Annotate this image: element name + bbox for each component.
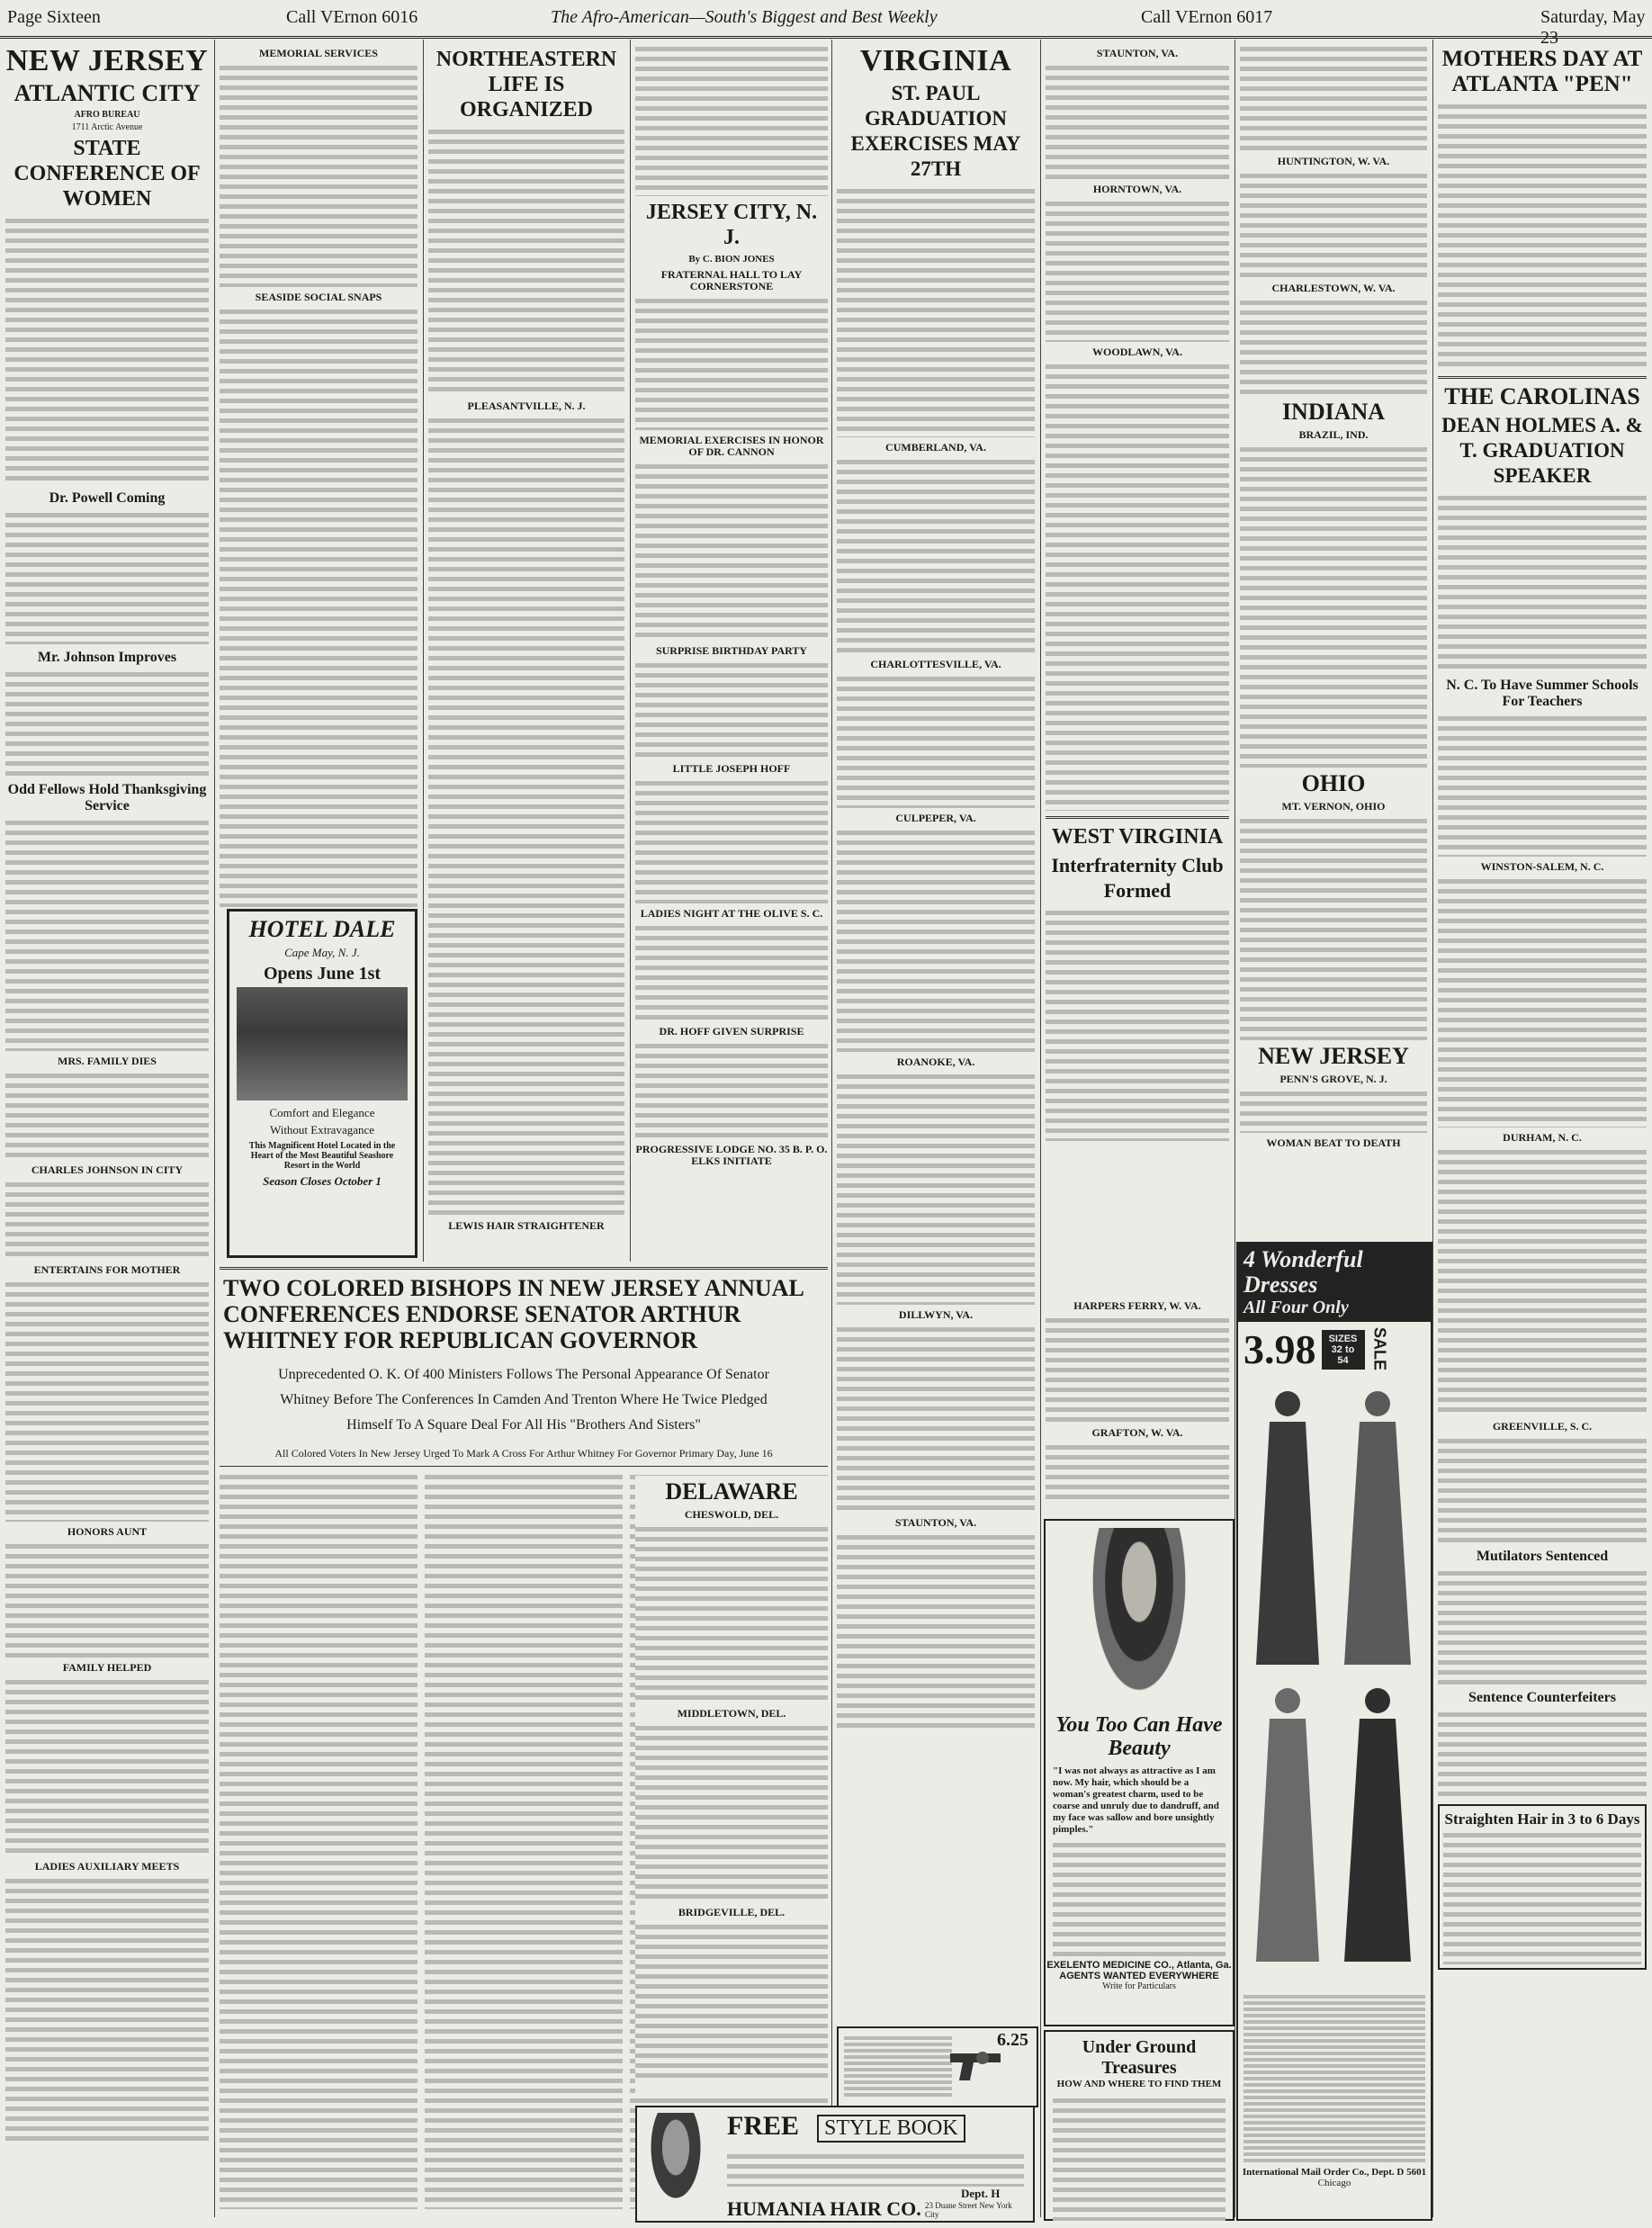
headline: FRATERNAL HALL TO LAY CORNERSTONE bbox=[660, 268, 803, 292]
dresses-ad bbox=[1236, 1242, 1432, 2221]
story-deck: Unprecedented O. K. Of 400 Ministers Follows The Personal Appearance Of Senator Whitney Before The Conferences In Camden And Trenton Where He Twice Pledged Himself To A Square Deal For All His "Brothers And Sisters" bbox=[278, 1367, 769, 1433]
headline: Mutilators Sentenced bbox=[1476, 1549, 1609, 1564]
ad-body bbox=[844, 2034, 952, 2097]
column-rule bbox=[831, 40, 832, 2217]
bureau-address: 1711 Arctic Avenue bbox=[71, 122, 143, 132]
dateline: CHARLESTOWN, W. VA. bbox=[1271, 282, 1396, 294]
article-body bbox=[635, 777, 828, 903]
article-body bbox=[220, 1471, 417, 2209]
ad-body bbox=[1053, 2095, 1226, 2221]
byline: By C. BION JONES bbox=[688, 254, 775, 265]
dateline: BRIDGEVILLE, DEL. bbox=[678, 1906, 786, 1918]
woman-portrait bbox=[644, 2113, 707, 2212]
headline: NORTHEASTERN LIFE IS ORGANIZED bbox=[435, 48, 617, 121]
column-rule bbox=[1432, 40, 1433, 2217]
phone-right: Call VErnon 6017 bbox=[1141, 7, 1273, 27]
ad-season: Season Closes October 1 bbox=[263, 1174, 382, 1188]
banner-headline: TWO COLORED BISHOPS IN NEW JERSEY ANNUAL CONFERENCES ENDORSE SENATOR ARTHUR WHITNEY FOR REPUBLICAN GOVERNOR bbox=[223, 1275, 804, 1353]
dateline: GRAFTON, W. VA. bbox=[1091, 1426, 1183, 1439]
article-body bbox=[5, 817, 209, 1051]
issue-date: Saturday, May 23 bbox=[1540, 7, 1646, 48]
ad-free: FREE bbox=[727, 2111, 800, 2141]
article-body bbox=[5, 1541, 209, 1658]
ad-company: EXELENTO MEDICINE CO., Atlanta, Ga. bbox=[1046, 1960, 1232, 1971]
article-body bbox=[1046, 198, 1229, 342]
ad-write: Write for Particulars bbox=[1102, 1981, 1176, 1991]
headline: Mr. Johnson Improves bbox=[37, 650, 177, 665]
city-heading: ATLANTIC CITY bbox=[13, 80, 201, 106]
dateline: BRAZIL, IND. bbox=[1298, 428, 1369, 441]
article-body bbox=[1240, 1088, 1427, 1133]
article-body bbox=[5, 1676, 209, 1856]
masthead bbox=[0, 0, 1652, 48]
article-body bbox=[837, 673, 1035, 808]
article-body bbox=[1438, 1146, 1647, 1416]
section-heading: NEW JERSEY bbox=[5, 44, 209, 77]
article-body bbox=[1438, 876, 1647, 1127]
article-body bbox=[837, 827, 1035, 1052]
dateline: MIDDLETOWN, DEL. bbox=[677, 1707, 786, 1720]
article-body bbox=[5, 1179, 209, 1260]
hair-ad bbox=[1438, 1804, 1647, 1970]
headline: MOTHERS DAY AT ATLANTA "PEN" bbox=[1441, 47, 1643, 96]
article-body bbox=[837, 1071, 1035, 1305]
dress-figure bbox=[1344, 1391, 1411, 1665]
style-book-ad bbox=[635, 2106, 1035, 2223]
ad-title: Straighten Hair in 3 to 6 Days bbox=[1444, 1810, 1640, 1828]
article-body bbox=[1046, 1442, 1229, 1503]
article-body bbox=[5, 1070, 209, 1160]
dateline: MT. VERNON, OHIO bbox=[1281, 800, 1386, 813]
column-rule bbox=[1040, 40, 1041, 2217]
ad-header bbox=[1238, 1244, 1431, 1322]
hotel-photo bbox=[237, 987, 408, 1101]
dateline: DILLWYN, VA. bbox=[898, 1308, 974, 1321]
ad-title: 4 Wonderful Dresses bbox=[1243, 1246, 1363, 1298]
delaware-section bbox=[635, 1476, 828, 2097]
article-body bbox=[635, 660, 828, 759]
dress-figure bbox=[1344, 1688, 1411, 1962]
headline: MEMORIAL EXERCISES IN HONOR OF DR. CANNON bbox=[639, 434, 824, 458]
headline: FAMILY HELPED bbox=[62, 1661, 152, 1674]
column-carolinas bbox=[1438, 43, 1647, 2221]
headline: DEAN HOLMES A. & T. GRADUATION SPEAKER bbox=[1441, 414, 1643, 487]
headline: PROGRESSIVE LODGE NO. 35 B. P. O. ELKS INITIATE bbox=[635, 1143, 828, 1167]
article-body bbox=[635, 461, 828, 641]
headline: HONORS AUNT bbox=[67, 1525, 148, 1538]
dateline: HUNTINGTON, W. VA. bbox=[1277, 155, 1390, 167]
ad-company: International Mail Order Co., Dept. D 5601 bbox=[1242, 2167, 1427, 2178]
article-body bbox=[5, 509, 209, 644]
headline: ENTERTAINS FOR MOTHER bbox=[33, 1263, 181, 1276]
article-body bbox=[635, 43, 828, 196]
headline: MRS. FAMILY DIES bbox=[58, 1055, 157, 1067]
column-northeastern bbox=[428, 43, 624, 1249]
article-body bbox=[5, 1875, 209, 2145]
article-body bbox=[635, 1523, 828, 1703]
headline: Dr. Powell Coming bbox=[49, 490, 166, 506]
article-body bbox=[635, 922, 828, 1021]
ad-title: STYLE BOOK bbox=[817, 2115, 965, 2143]
treasures-ad bbox=[1044, 2030, 1235, 2221]
ad-quote: "I was not always as attractive as I am now. My hair, which should be a woman's greatest charm, used to be coarse and unruly due to dandruff, and my face was sallow and bore unsightly pimples." bbox=[1053, 1765, 1219, 1835]
ad-company: HUMANIA HAIR CO. bbox=[727, 2197, 921, 2220]
dateline: HARPERS FERRY, W. VA. bbox=[1073, 1299, 1201, 1312]
article-body bbox=[1240, 297, 1427, 396]
woman-portrait bbox=[1085, 1528, 1193, 1708]
divider bbox=[220, 1466, 828, 1467]
article-body bbox=[837, 1324, 1035, 1513]
section-heading: INDIANA bbox=[1281, 399, 1386, 425]
column-jersey-city bbox=[635, 43, 828, 1249]
ad-agents: AGENTS WANTED EVERYWHERE bbox=[1059, 1971, 1219, 1981]
divider bbox=[1046, 816, 1229, 819]
page-number: Page Sixteen bbox=[7, 7, 101, 27]
article-body bbox=[1240, 815, 1427, 1040]
bureau-label: AFRO BUREAU bbox=[74, 110, 140, 120]
article-body bbox=[1046, 1315, 1229, 1423]
headline: SEASIDE SOCIAL SNAPS bbox=[255, 291, 382, 303]
headline: JERSEY CITY, N. J. bbox=[645, 201, 818, 249]
dateline: CHARLOTTESVILLE, VA. bbox=[870, 658, 1001, 670]
article-body bbox=[1438, 101, 1647, 371]
column-rule bbox=[214, 40, 215, 2217]
article-body bbox=[837, 1532, 1035, 1729]
headline: STATE CONFERENCE OF WOMEN bbox=[13, 137, 201, 211]
paper-title: The Afro-American—South's Biggest and Best Weekly bbox=[551, 7, 938, 27]
dateline: HORNTOWN, VA. bbox=[1092, 183, 1182, 195]
headline: WOMAN BEAT TO DEATH bbox=[1266, 1136, 1401, 1149]
revolver-ad bbox=[837, 2026, 1038, 2107]
divider bbox=[220, 1267, 828, 1270]
ad-place: Cape May, N. J. bbox=[284, 946, 360, 959]
article-body bbox=[428, 126, 624, 396]
article-body bbox=[1240, 444, 1427, 768]
article-body bbox=[1046, 907, 1229, 1141]
article-body bbox=[428, 415, 624, 1216]
section-heading: DELAWARE bbox=[665, 1478, 798, 1505]
headline: CHARLES JOHNSON IN CITY bbox=[31, 1163, 184, 1176]
ad-dept: Dept. H bbox=[961, 2187, 1001, 2200]
headline: Sentence Counterfeiters bbox=[1468, 1690, 1616, 1705]
ad-address: 23 Duane Street New York City bbox=[925, 2201, 1012, 2219]
divider bbox=[1438, 376, 1647, 379]
ad-title: Under Ground Treasures bbox=[1082, 2037, 1197, 2078]
article-body bbox=[5, 215, 209, 485]
section-heading: WEST VIRGINIA bbox=[1051, 825, 1224, 849]
column-memorial bbox=[220, 43, 417, 907]
headline: LADIES NIGHT AT THE OLIVE S. C. bbox=[640, 907, 823, 920]
article-body bbox=[635, 1040, 828, 1139]
dateline: GREENVILLE, S. C. bbox=[1492, 1420, 1593, 1433]
headline: SURPRISE BIRTHDAY PARTY bbox=[655, 644, 808, 657]
article-body bbox=[1240, 170, 1427, 278]
article-body bbox=[1438, 1568, 1647, 1684]
ad-price: 3.98 bbox=[1243, 1326, 1316, 1372]
dateline: STAUNTON, VA. bbox=[894, 1516, 977, 1529]
dateline: CUMBERLAND, VA. bbox=[885, 441, 986, 454]
article-body bbox=[1046, 62, 1229, 179]
dateline: STAUNTON, VA. bbox=[1096, 47, 1179, 59]
section-heading: THE CAROLINAS bbox=[1444, 383, 1640, 409]
dateline: CHESWOLD, DEL. bbox=[684, 1508, 779, 1521]
article-body bbox=[635, 1921, 828, 2083]
article-body bbox=[1438, 492, 1647, 672]
dateline: ROANOKE, VA. bbox=[896, 1056, 975, 1068]
headline: LADIES AUXILIARY MEETS bbox=[34, 1860, 180, 1873]
phone-left: Call VErnon 6016 bbox=[286, 7, 418, 27]
article-body bbox=[837, 185, 1035, 437]
column-new-jersey bbox=[5, 43, 209, 2221]
ad-price: 6.25 bbox=[997, 2030, 1028, 2050]
hotel-dale-ad bbox=[227, 909, 417, 1258]
story-subdeck: All Colored Voters In New Jersey Urged To Mark A Cross For Arthur Whitney For Governor Primary Day, June 16 bbox=[274, 1447, 773, 1460]
dress-illustrations bbox=[1238, 1377, 1427, 1989]
headline: DR. HOFF GIVEN SURPRISE bbox=[659, 1025, 804, 1038]
headline: N. C. To Have Summer Schools For Teachers bbox=[1446, 678, 1639, 709]
section-heading: NEW JERSEY bbox=[1258, 1043, 1409, 1069]
ad-city: Chicago bbox=[1317, 2178, 1351, 2188]
dress-figure bbox=[1256, 1391, 1319, 1665]
ad-body bbox=[1443, 1829, 1641, 1964]
article-body bbox=[635, 1722, 828, 1902]
headline: LEWIS HAIR STRAIGHTENER bbox=[448, 1219, 605, 1232]
headline: ST. PAUL GRADUATION EXERCISES MAY 27TH bbox=[850, 82, 1021, 180]
headline: Odd Fellows Hold Thanksgiving Service bbox=[7, 782, 207, 813]
ad-title: HOTEL DALE bbox=[248, 916, 396, 942]
dress-figure bbox=[1256, 1688, 1319, 1962]
ad-subtitle: HOW AND WHERE TO FIND THEM bbox=[1056, 2079, 1222, 2089]
headline: LITTLE JOSEPH HOFF bbox=[672, 762, 791, 775]
article-body bbox=[1240, 43, 1427, 151]
article-body bbox=[220, 306, 417, 907]
ad-opening: Opens June 1st bbox=[263, 964, 382, 984]
article-body bbox=[1438, 1709, 1647, 1799]
dateline: CULPEPER, VA. bbox=[895, 812, 976, 824]
headline: PLEASANTVILLE, N. J. bbox=[467, 400, 586, 412]
column-staunton bbox=[1046, 43, 1229, 1285]
ad-title: You Too Can Have Beauty bbox=[1055, 1713, 1223, 1760]
article-body bbox=[425, 1471, 623, 2209]
ad-sale: SALE bbox=[1370, 1327, 1389, 1371]
section-heading: OHIO bbox=[1301, 770, 1366, 796]
article-body bbox=[220, 62, 417, 287]
article-body bbox=[5, 669, 209, 777]
dateline: PENN'S GROVE, N. J. bbox=[1279, 1073, 1387, 1085]
ad-body bbox=[1053, 1839, 1226, 1956]
harpers-ferry-section bbox=[1046, 1296, 1229, 1503]
revolver-icon bbox=[947, 2044, 1019, 2088]
headline: Interfraternity Club Formed bbox=[1051, 854, 1224, 902]
ad-subtitle: All Four Only bbox=[1243, 1298, 1349, 1317]
ad-body bbox=[1243, 1992, 1425, 2163]
ad-tagline: Without Extravagance bbox=[269, 1123, 375, 1136]
article-body bbox=[1438, 1435, 1647, 1543]
ad-price-row bbox=[1238, 1322, 1431, 1377]
dateline: WINSTON-SALEM, N. C. bbox=[1480, 860, 1604, 873]
column-virginia bbox=[837, 43, 1035, 2023]
section-heading: VIRGINIA bbox=[859, 44, 1012, 77]
article-body bbox=[1046, 361, 1229, 811]
dateline: WOODLAWN, VA. bbox=[1092, 346, 1182, 358]
article-body bbox=[837, 456, 1035, 654]
article-body bbox=[635, 295, 828, 430]
ad-tagline: Comfort and Elegance bbox=[269, 1106, 375, 1119]
column-west-virginia bbox=[1240, 43, 1427, 1240]
ad-sizes: SIZES 32 to 54 bbox=[1322, 1330, 1365, 1370]
headline: MEMORIAL SERVICES bbox=[259, 47, 378, 59]
article-body bbox=[1438, 713, 1647, 857]
ad-body bbox=[727, 2151, 1024, 2187]
article-body bbox=[5, 1279, 209, 1522]
beauty-ad bbox=[1044, 1519, 1235, 2026]
dateline: DURHAM, N. C. bbox=[1503, 1131, 1582, 1144]
ad-description: This Magnificent Hotel Located in the Heart of the Most Beautiful Seashore Resort in the World bbox=[248, 1141, 396, 1171]
